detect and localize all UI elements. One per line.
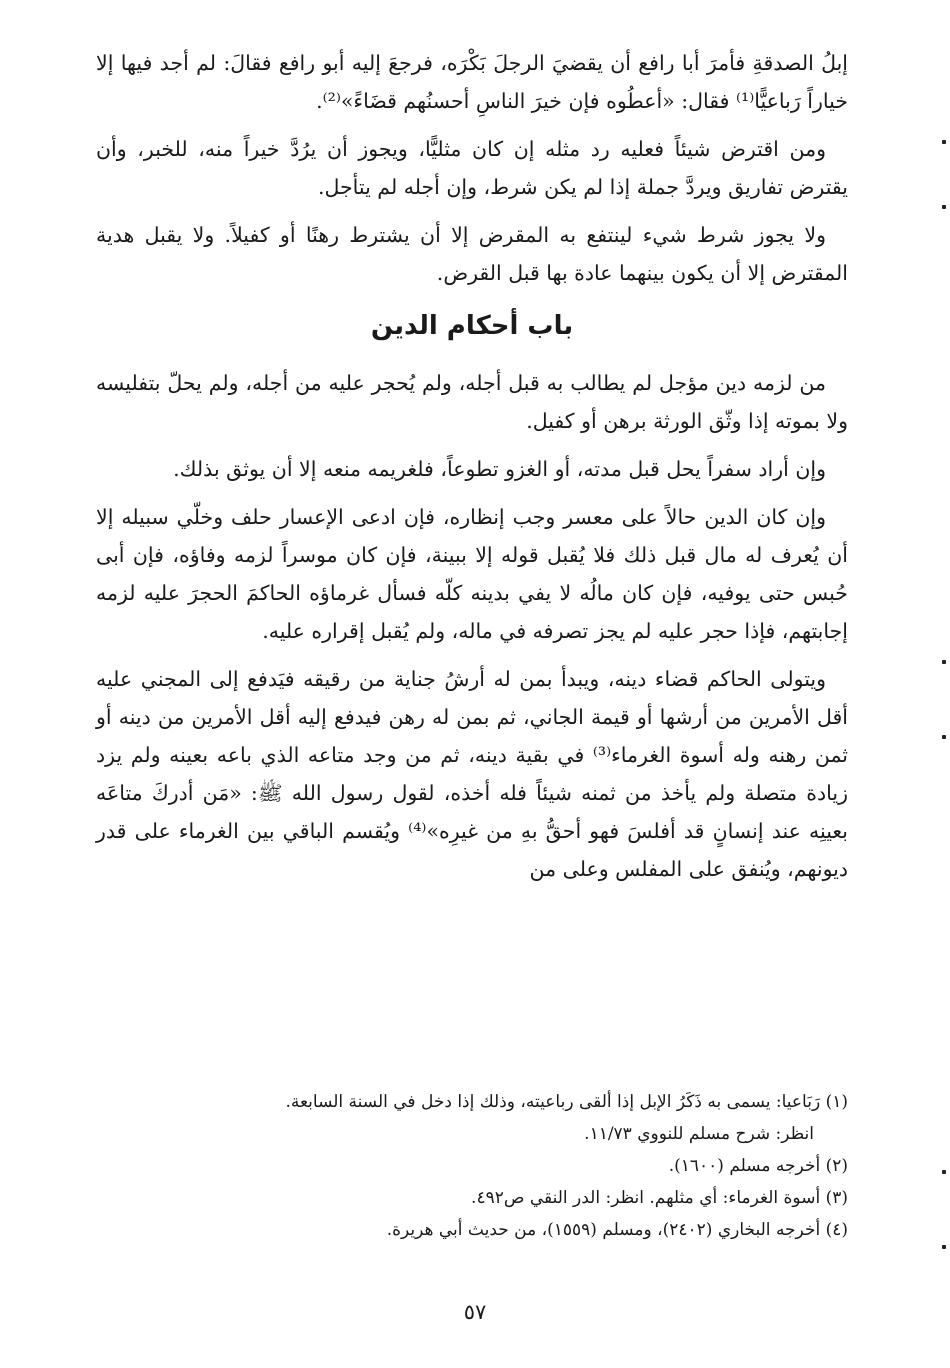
- paragraph-4: من لزمه دين مؤجل لم يطالب به قبل أجله، ولم يُحجر عليه من أجله، ولم يحلّ بتفليسه ولا بموته إذا وثّق الورثة برهن أو كفيل.: [96, 371, 848, 433]
- scan-edge-mark: [942, 205, 946, 209]
- paragraph-2: ومن اقترض شيئاً فعليه رد مثله إن كان مثليًّا، ويجوز أن يرُدَّ خيراً منه، للخبر، وأن يقترض تفاريق ويردَّ جملة إذا لم يكن شرط، وإن أجله لم يتأجل.: [96, 137, 848, 199]
- scan-edge-mark: [942, 1170, 946, 1174]
- footnote-2: (٢) أخرجه مسلم (١٦٠٠).: [668, 1156, 848, 1176]
- footnote-1: (١) رَبَاعيا: يسمى به ذَكَرُ الإبل إذا ألقى رباعيته، وذلك إذا دخل في السنة السابعة.: [285, 1092, 848, 1112]
- scan-edge-mark: [942, 735, 946, 739]
- footnotes: [96, 1086, 848, 1246]
- paragraph-1: إبلُ الصدقةِ فأمرَ أبا رافع أن يقضيَ الرجلَ بَكْرَه، فرجعَ إليه أبو رافع فقالَ: لم أجد فيها إلا خياراً رَباعيًّا⁽¹⁾ فقال: «أعطُوه فإن خيرَ الناسِ أحسنُهم قضَاءً»⁽²⁾.: [96, 51, 848, 113]
- paragraph-6: وإن كان الدين حالاً على معسر وجب إنظاره، فإن ادعى الإعسار حلف وخلّي سبيله إلا أن يُعرف له مال قبل ذلك فلا يُقبل قوله إلا ببينة، فإن كان موسراً لزمه وفاؤه، فإن أبى حُبس حتى يوفيه، فإن كان مالُه لا يفي بدينه كلّه فسأل غرماؤه الحاكمَ الحجرَ عليه لزمه إجابتهم، فإذا حجر عليه لم يجز تصرفه في ماله، ولم يُقبل إقراره عليه.: [96, 505, 848, 643]
- main-text: [96, 44, 848, 898]
- paragraph-3: ولا يجوز شرط شيء لينتفع به المقرض إلا أن يشترط رهنًا أو كفيلاً. ولا يقبل هدية المقترض إلا أن يكون بينهما عادة بها قبل القرض.: [96, 223, 848, 285]
- section-heading: باب أحكام الدين: [370, 311, 574, 341]
- paragraph-5: وإن أراد سفراً يحل قبل مدته، أو الغزو تطوعاً، فلغريمه منعه إلا أن يوثق بذلك.: [173, 457, 826, 481]
- paragraph-7: ويتولى الحاكم قضاء دينه، ويبدأ بمن له أرشُ جناية من رقيقه فيَدفع إلى المجني عليه أقل الأمرين من أرشها أو قيمة الجاني، ثم بمن له رهن فيدفع إليه أقل الأمرين من دينه أو ثمن رهنه وله أسوة الغرماء⁽³⁾ في بقية دينه، ثم من وجد متاعه الذي باعه بعينه ولم يزد زيادة متصلة ولم يأخذ من ثمنه شيئاً فله أخذه، لقول رسول الله ﷺ: «مَن أدركَ متاعَه بعينِه عند إنسانٍ قد أفلسَ فهو أحقُّ بهِ من غيرِه»⁽⁴⁾ ويُقسم الباقي بين الغرماء على قدر ديونهم، ويُنفق على المفلس وعلى من: [96, 667, 848, 881]
- scan-edge-mark: [942, 660, 946, 664]
- footnote-3: (٣) أسوة الغرماء: أي مثلهم. انظر: الدر النقي ص٤٩٢.: [471, 1188, 848, 1208]
- scan-edge-mark: [942, 140, 946, 144]
- page-number: ٥٧: [463, 1300, 487, 1324]
- footnote-divider: [96, 1078, 848, 1079]
- scan-edge-mark: [942, 1245, 946, 1249]
- footnote-1-continued: انظر: شرح مسلم للنووي ١١/٧٣.: [584, 1124, 814, 1144]
- footnote-4: (٤) أخرجه البخاري (٢٤٠٢)، ومسلم (١٥٥٩)، من حديث أبي هريرة.: [386, 1220, 848, 1240]
